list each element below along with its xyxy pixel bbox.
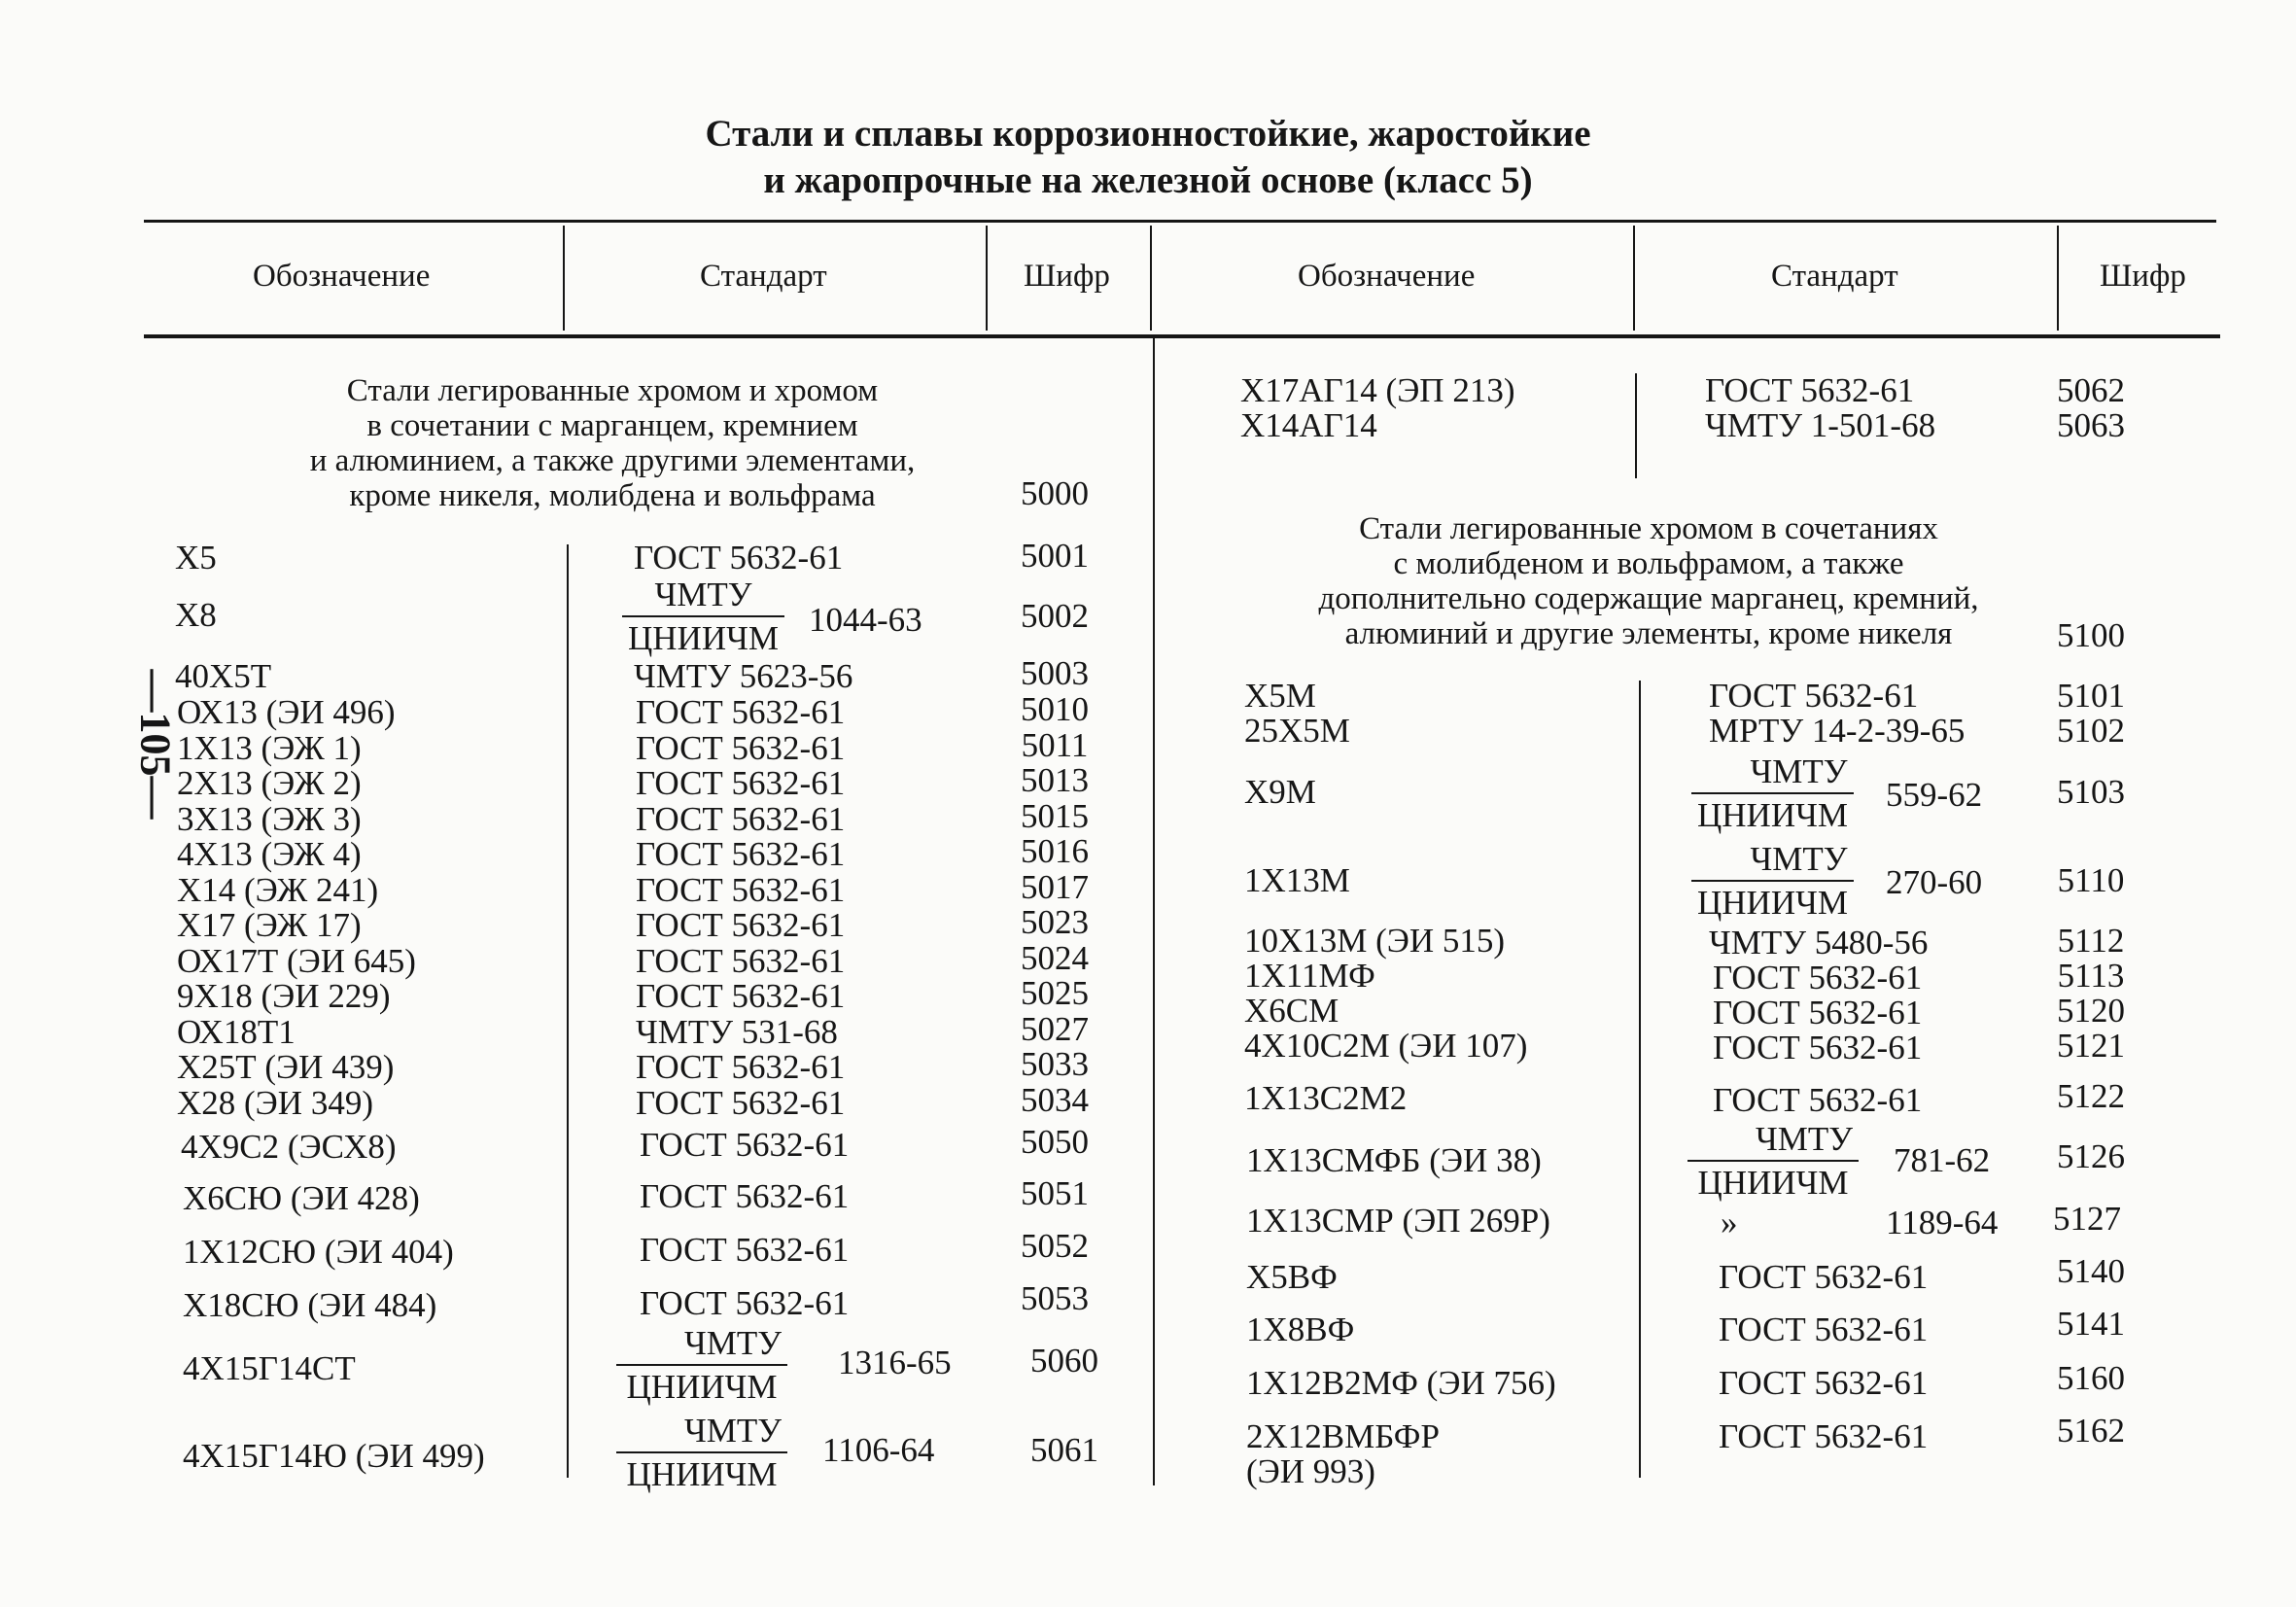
standard-fraction (1687, 1122, 1859, 1200)
header-code-right: Шифр (2100, 259, 2186, 294)
right-group-heading-line: дополнительно содержащие марганец, кремний, (1318, 581, 1979, 616)
designation: 4Х10С2М (ЭИ 107) (1244, 1027, 1528, 1065)
standard: ЧМТУ 5480-56 (1709, 924, 1929, 961)
header-standard-right: Стандарт (1771, 259, 1898, 294)
standard: ГОСТ 5632-61 (1719, 1364, 1929, 1402)
code: 5027 (1021, 1010, 1089, 1048)
designation: ОХ18Т1 (177, 1013, 296, 1051)
code: 5033 (1021, 1045, 1089, 1083)
header-designation-left: Обозначение (253, 259, 431, 294)
designation: 2Х13 (ЭЖ 2) (177, 764, 362, 802)
right-group-code: 5100 (2057, 616, 2125, 654)
standard: ГОСТ 5632-61 (636, 906, 846, 944)
standard-denominator: ЦНИИЧМ (1697, 796, 1848, 834)
code: 5160 (2057, 1359, 2125, 1397)
code: 5141 (2057, 1305, 2125, 1343)
standard: ГОСТ 5632-61 (1705, 371, 1915, 409)
standard: ГОСТ 5632-61 (640, 1177, 850, 1215)
standard: ГОСТ 5632-61 (1713, 959, 1923, 996)
code: 5034 (1021, 1081, 1089, 1119)
left-group-heading-line: в сочетании с марганцем, кремнием (366, 408, 858, 443)
standard: ГОСТ 5632-61 (1719, 1258, 1929, 1296)
designation: 9Х18 (ЭИ 229) (177, 977, 391, 1015)
standard: МРТУ 14-2-39-65 (1709, 712, 1966, 750)
standard: ГОСТ 5632-61 (1713, 1081, 1923, 1119)
left-group-code: 5000 (1021, 474, 1089, 512)
standard: ЧМТУ 531-68 (636, 1013, 838, 1051)
standard: ГОСТ 5632-61 (1713, 1029, 1923, 1066)
standard-fraction (616, 1326, 787, 1404)
code: 5102 (2057, 712, 2125, 750)
code: 5013 (1021, 761, 1089, 799)
standard-suffix: 270-60 (1886, 863, 1983, 901)
designation: Х6СЮ (ЭИ 428) (183, 1179, 420, 1217)
code: 5051 (1021, 1174, 1089, 1212)
header-standard-left: Стандарт (700, 259, 827, 294)
standard: ГОСТ 5632-61 (636, 729, 846, 767)
standard-numerator: ЧМТУ (622, 577, 784, 617)
standard: ГОСТ 5632-61 (640, 1126, 850, 1164)
designation: 1Х8ВФ (1246, 1310, 1355, 1348)
code: 5052 (1021, 1227, 1089, 1265)
designation: Х9М (1244, 773, 1316, 811)
right-group-heading-line: с молибденом и вольфрамом, а также (1393, 546, 1904, 581)
right-group-heading-line: Стали легированные хромом в сочетаниях (1359, 511, 1938, 546)
right-group-heading-line: алюминий и другие элементы, кроме никеля (1344, 616, 1953, 651)
code: 5103 (2057, 773, 2125, 811)
standard-suffix: 559-62 (1886, 776, 1983, 814)
code: 5162 (2057, 1412, 2125, 1450)
header-bottom-rule (144, 334, 2220, 338)
designation: 4Х15Г14СТ (183, 1349, 356, 1387)
designation: 40Х5Т (175, 657, 272, 695)
designation: Х14 (ЭЖ 241) (177, 871, 379, 909)
designation: 1Х11МФ (1244, 957, 1375, 995)
code: 5122 (2057, 1077, 2125, 1115)
code: 5121 (2057, 1027, 2125, 1065)
standard: ГОСТ 5632-61 (1713, 994, 1923, 1031)
code: 5110 (2057, 861, 2125, 899)
page-title-line-1: Стали и сплавы коррозионностойкие, жаростойкие (705, 113, 1591, 155)
center-divider (1153, 338, 1155, 1485)
left-group-heading-line: Стали легированные хромом и хромом (346, 373, 879, 408)
designation: Х14АГ14 (1240, 406, 1377, 444)
standard-fraction (1691, 754, 1854, 832)
standard-numerator: ЧМТУ (1691, 842, 1854, 882)
designation: 4Х15Г14Ю (ЭИ 499) (183, 1437, 485, 1475)
designation: 10Х13М (ЭИ 515) (1244, 922, 1506, 960)
standard: ГОСТ 5632-61 (636, 1084, 846, 1122)
code: 5002 (1021, 597, 1089, 635)
designation: 4Х9С2 (ЭСХ8) (181, 1128, 397, 1166)
designation: 2Х12ВМБФР (1246, 1417, 1440, 1455)
standard-numerator: ЧМТУ (1691, 754, 1854, 794)
code: 5003 (1021, 654, 1089, 692)
header-divider (563, 226, 565, 331)
standard: ЧМТУ 1-501-68 (1705, 406, 1936, 444)
code: 5010 (1021, 690, 1089, 728)
standard-numerator: ЧМТУ (1687, 1122, 1859, 1162)
page-number: —105— (131, 669, 180, 820)
designation: ОХ17Т (ЭИ 645) (177, 942, 416, 980)
code: 5053 (1021, 1279, 1089, 1317)
code: 5127 (2053, 1200, 2121, 1238)
designation: ОХ13 (ЭИ 496) (177, 693, 396, 731)
code: 5025 (1021, 974, 1089, 1012)
code: 5024 (1021, 939, 1089, 977)
standard-denominator: ЦНИИЧМ (1697, 1164, 1849, 1202)
designation: 1Х13 (ЭЖ 1) (177, 729, 362, 767)
designation: Х5ВФ (1246, 1258, 1338, 1296)
code: 5063 (2057, 406, 2125, 444)
left-group-heading-line: кроме никеля, молибдена и вольфрама (349, 478, 876, 513)
standard: ГОСТ 5632-61 (636, 800, 846, 838)
standard: ГОСТ 5632-61 (636, 1048, 846, 1086)
code: 5015 (1021, 797, 1089, 835)
standard: ГОСТ 5632-61 (636, 942, 846, 980)
header-divider (986, 226, 988, 331)
code: 5001 (1021, 537, 1089, 575)
standard-denominator: ЦНИИЧМ (626, 1368, 778, 1406)
designation: Х8 (175, 596, 217, 634)
code: 5101 (2057, 677, 2125, 715)
standard: ГОСТ 5632-61 (640, 1284, 850, 1322)
designation: Х17 (ЭЖ 17) (177, 906, 362, 944)
code: 5126 (2057, 1137, 2125, 1175)
standard: ЧМТУ 5623-56 (634, 657, 853, 695)
code: 5140 (2057, 1252, 2125, 1290)
designation: 4Х13 (ЭЖ 4) (177, 835, 362, 873)
designation: Х6СМ (1244, 992, 1339, 1030)
code: 5060 (1030, 1342, 1098, 1380)
designation: 25Х5М (1244, 712, 1350, 750)
left-group-heading-line: и алюминием, а также другими элементами, (309, 443, 916, 478)
header-divider (1150, 226, 1152, 331)
code: 5061 (1030, 1431, 1098, 1469)
designation: Х5М (1244, 677, 1316, 715)
header-divider (2057, 226, 2059, 331)
code: 5062 (2057, 371, 2125, 409)
standard-suffix: 1316-65 (838, 1344, 952, 1381)
standard: ГОСТ 5632-61 (636, 764, 846, 802)
header-divider (1633, 226, 1635, 331)
header-code-left: Шифр (1024, 259, 1110, 294)
designation: 1Х13М (1244, 861, 1350, 899)
standard-numerator: ЧМТУ (616, 1326, 787, 1366)
standard-denominator: ЦНИИЧМ (1697, 884, 1848, 922)
page-title-line-2: и жаропрочные на железной основе (класс 5) (763, 159, 1533, 201)
designation: 1Х13С2М2 (1244, 1079, 1408, 1117)
standard-fraction (1691, 842, 1854, 920)
standard: ГОСТ 5632-61 (1709, 677, 1919, 715)
designation: 1Х12СЮ (ЭИ 404) (183, 1233, 454, 1271)
standard: ГОСТ 5632-61 (640, 1231, 850, 1269)
code: 5050 (1021, 1123, 1089, 1161)
standard-suffix: 1106-64 (822, 1431, 935, 1469)
code: 5016 (1021, 832, 1089, 870)
designation: Х18СЮ (ЭИ 484) (183, 1286, 437, 1324)
standard: ГОСТ 5632-61 (634, 539, 844, 576)
designation: 1Х12В2МФ (ЭИ 756) (1246, 1364, 1556, 1402)
standard: ГОСТ 5632-61 (636, 835, 846, 873)
designation: 1Х13СМР (ЭП 269Р) (1246, 1202, 1550, 1240)
standard: ГОСТ 5632-61 (636, 871, 846, 909)
designation: 3Х13 (ЭЖ 3) (177, 800, 362, 838)
right-name-divider (1639, 681, 1641, 1478)
code: 5017 (1021, 868, 1089, 906)
code: 5011 (1021, 726, 1089, 764)
code: 5023 (1021, 903, 1089, 941)
standard-suffix: 1189-64 (1886, 1204, 1999, 1241)
designation: Х28 (ЭИ 349) (177, 1084, 373, 1122)
standard-numerator: ЧМТУ (616, 1414, 787, 1453)
standard: ГОСТ 5632-61 (1719, 1417, 1929, 1455)
standard-fraction (622, 577, 784, 655)
designation: Х25Т (ЭИ 439) (177, 1048, 395, 1086)
standard-suffix: 1044-63 (809, 601, 922, 639)
header-designation-right: Обозначение (1298, 259, 1476, 294)
left-name-divider (567, 544, 569, 1478)
designation: Х5 (175, 539, 217, 576)
standard-suffix: 781-62 (1894, 1141, 1991, 1179)
standard-denominator: ЦНИИЧМ (628, 619, 779, 657)
standard: ГОСТ 5632-61 (636, 693, 846, 731)
standard: » (1721, 1204, 1738, 1241)
standard: ГОСТ 5632-61 (1719, 1310, 1929, 1348)
table-top-rule (144, 220, 2216, 223)
designation: Х17АГ14 (ЭП 213) (1240, 371, 1515, 409)
designation: 1Х13СМФБ (ЭИ 38) (1246, 1141, 1542, 1179)
code: 5120 (2057, 992, 2125, 1030)
standard-fraction (616, 1414, 787, 1491)
code: 5113 (2057, 957, 2125, 995)
standard-denominator: ЦНИИЧМ (626, 1455, 778, 1493)
right-name-divider-top (1635, 373, 1637, 478)
standard: ГОСТ 5632-61 (636, 977, 846, 1015)
code: 5112 (2057, 922, 2125, 960)
designation-line-2: (ЭИ 993) (1246, 1452, 1375, 1490)
